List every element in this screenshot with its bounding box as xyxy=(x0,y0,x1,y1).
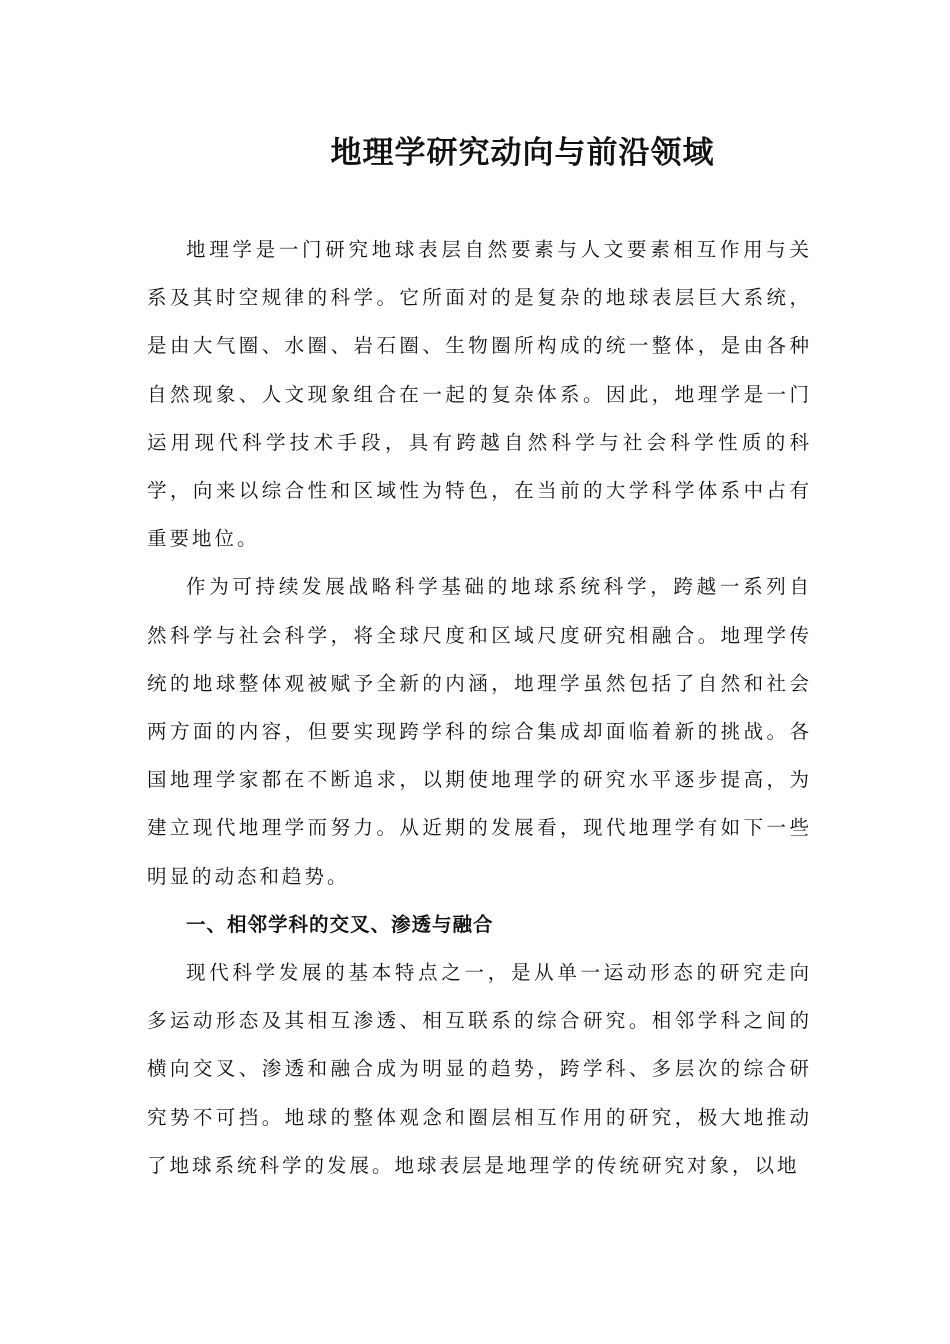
paragraph-section-1: 现代科学发展的基本特点之一，是从单一运动形态的研究走向多运动形态及其相互渗透、相互联系的综合研究。相邻学科之间的横向交叉、渗透和融合成为明显的趋势，跨学科、多层次的综合研究势不可挡。地球的整体观念和圈层相互作用的研究，极大地推动了地球系统科学的发展。地球表层是地理学的传统研究对象，以地 xyxy=(147,961,812,1177)
document-title: 地理学研究动向与前沿领域 xyxy=(330,135,715,171)
section-heading-1: 一、相邻学科的交叉、渗透与融合 xyxy=(186,912,494,936)
document-body xyxy=(147,226,812,1190)
paragraph-earth-system: 作为可持续发展战略科学基础的地球系统科学，跨越一系列自然科学与社会科学，将全球尺度和区域尺度研究相融合。地理学传统的地球整体观被赋予全新的内涵，地理学虽然包括了自然和社会两方面的内容，但要实现跨学科的综合集成却面临着新的挑战。各国地理学家都在不断追求，以期使地理学的研究水平逐步提高，为建立现代地理学而努力。从近期的发展看，现代地理学有如下一些明显的动态和趋势。 xyxy=(147,575,812,888)
paragraph-intro: 地理学是一门研究地球表层自然要素与人文要素相互作用与关系及其时空规律的科学。它所面对的是复杂的地球表层巨大系统，是由大气圈、水圈、岩石圈、生物圈所构成的统一整体，是由各种自然现象、人文现象组合在一起的复杂体系。因此，地理学是一门运用现代科学技术手段，具有跨越自然科学与社会科学性质的科学，向来以综合性和区域性为特色，在当前的大学科学体系中占有重要地位。 xyxy=(147,238,812,551)
